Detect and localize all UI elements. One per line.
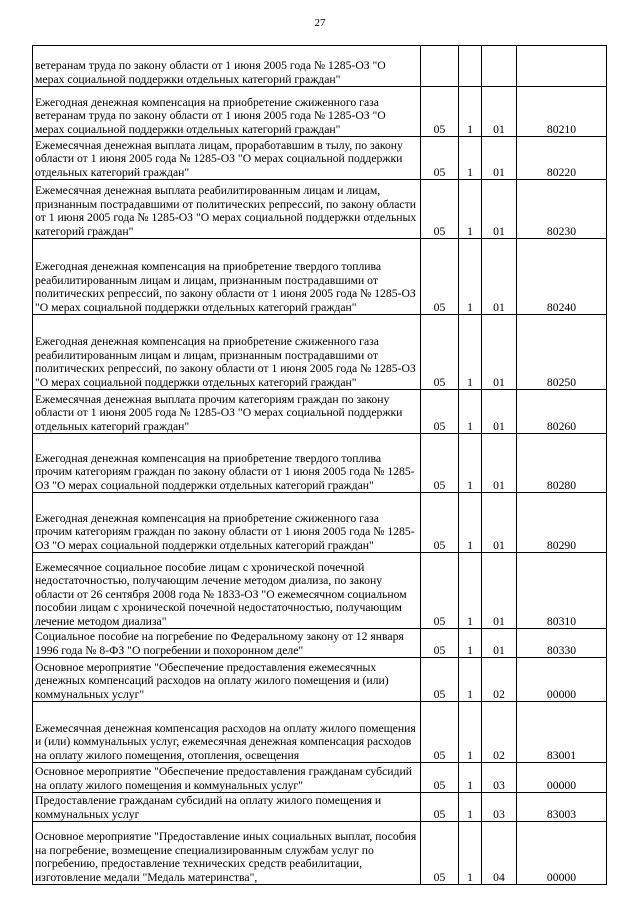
row-description: Ежемесячное социальное пособие лицам с хронической почечной недостаточностью, получающим лечение методом диализа, по закону области от 26 сентября 2008 года № 1833-ОЗ "О ежемесячном социальном пособии лицам с хронической почечной недостаточностью, получающим лечение методом диализа" (33, 553, 421, 629)
activity-code: 03 (482, 763, 517, 793)
subprogram-code: 1 (459, 702, 482, 763)
activity-code: 01 (482, 315, 517, 390)
table-row (33, 180, 607, 239)
direction-code: 80260 (517, 390, 607, 434)
table-row (33, 137, 607, 180)
direction-code: 80330 (517, 629, 607, 658)
row-description: Ежегодная денежная компенсация на приобретение сжиженного газа реабилитированным лицам и лицам, признанным пострадавшими от политических репрессий, по закону области от 1 июня 2005 года № 1285-ОЗ "О мерах социальной поддержки отдельных категорий граждан" (33, 315, 421, 390)
program-code: 05 (421, 315, 459, 390)
program-code: 05 (421, 137, 459, 180)
activity-code (482, 46, 517, 87)
subprogram-code: 1 (459, 493, 482, 553)
activity-code: 01 (482, 493, 517, 553)
direction-code: 80220 (517, 137, 607, 180)
program-code: 05 (421, 87, 459, 137)
activity-code: 03 (482, 793, 517, 822)
direction-code: 00000 (517, 822, 607, 885)
activity-code: 01 (482, 434, 517, 493)
subprogram-code: 1 (459, 793, 482, 822)
program-code: 05 (421, 390, 459, 434)
budget-classification-table (32, 45, 607, 885)
activity-code: 01 (482, 390, 517, 434)
activity-code: 01 (482, 180, 517, 239)
program-code: 05 (421, 553, 459, 629)
row-description: Ежемесячная денежная выплата лицам, проработавшим в тылу, по закону области от 1 июня 2005 года № 1285-ОЗ "О мерах социальной поддержки отдельных категорий граждан" (33, 137, 421, 180)
row-description: Ежемесячная денежная выплата реабилитированным лицам и лицам, признанным пострадавшими от политических репрессий, по закону области от 1 июня 2005 года № 1285-ОЗ "О мерах социальной поддержки отдельных категорий граждан" (33, 180, 421, 239)
subprogram-code: 1 (459, 434, 482, 493)
subprogram-code: 1 (459, 239, 482, 315)
table-row (33, 822, 607, 885)
subprogram-code: 1 (459, 390, 482, 434)
row-description: Ежегодная денежная компенсация на приобретение твердого топлива прочим категориям граждан по закону области от 1 июня 2005 года № 1285-ОЗ "О мерах социальной поддержки отдельных категорий граждан" (33, 434, 421, 493)
row-description: Социальное пособие на погребение по Федеральному закону от 12 января 1996 года № 8-ФЗ "О погребении и похоронном деле" (33, 629, 421, 658)
direction-code: 80240 (517, 239, 607, 315)
row-description: Основное мероприятие "Предоставление иных социальных выплат, пособия на погребение, возмещение специализированным службам услуг по погребению, предоставление технических средств реабилитации, изготовление медали "Медаль материнства", (33, 822, 421, 885)
row-description: Ежегодная денежная компенсация на приобретение сжиженного газа прочим категориям граждан по закону области от 1 июня 2005 года № 1285-ОЗ "О мерах социальной поддержки отдельных категорий граждан" (33, 493, 421, 553)
activity-code: 01 (482, 553, 517, 629)
program-code: 05 (421, 493, 459, 553)
table-row (33, 763, 607, 793)
subprogram-code: 1 (459, 822, 482, 885)
direction-code (517, 46, 607, 87)
row-description: Предоставление гражданам субсидий на оплату жилого помещения и коммунальных услуг (33, 793, 421, 822)
direction-code: 83003 (517, 793, 607, 822)
subprogram-code: 1 (459, 137, 482, 180)
table-row (33, 434, 607, 493)
activity-code: 02 (482, 702, 517, 763)
program-code: 05 (421, 793, 459, 822)
table-row (33, 239, 607, 315)
row-description: Ежегодная денежная компенсация на приобретение твердого топлива реабилитированным лицам и лицам, признанным пострадавшими от политических репрессий, по закону области от 1 июня 2005 года № 1285-ОЗ "О мерах социальной поддержки отдельных категорий граждан" (33, 239, 421, 315)
subprogram-code: 1 (459, 629, 482, 658)
subprogram-code: 1 (459, 763, 482, 793)
subprogram-code: 1 (459, 658, 482, 702)
direction-code: 00000 (517, 658, 607, 702)
subprogram-code (459, 46, 482, 87)
program-code (421, 46, 459, 87)
table-row (33, 493, 607, 553)
subprogram-code: 1 (459, 180, 482, 239)
program-code: 05 (421, 658, 459, 702)
table-row (33, 87, 607, 137)
table-row (33, 315, 607, 390)
direction-code: 80230 (517, 180, 607, 239)
program-code: 05 (421, 763, 459, 793)
direction-code: 80310 (517, 553, 607, 629)
row-description: Ежемесячная денежная выплата прочим категориям граждан по закону области от 1 июня 2005 года № 1285-ОЗ "О мерах социальной поддержки отдельных категорий граждан" (33, 390, 421, 434)
table-row (33, 658, 607, 702)
page-number: 27 (314, 17, 326, 29)
direction-code: 00000 (517, 763, 607, 793)
direction-code: 80210 (517, 87, 607, 137)
subprogram-code: 1 (459, 315, 482, 390)
activity-code: 02 (482, 658, 517, 702)
row-description: Ежегодная денежная компенсация на приобретение сжиженного газа ветеранам труда по закону области от 1 июня 2005 года № 1285-ОЗ "О мерах социальной поддержки отдельных категорий граждан" (33, 87, 421, 137)
direction-code: 80290 (517, 493, 607, 553)
program-code: 05 (421, 702, 459, 763)
table-row (33, 46, 607, 87)
subprogram-code: 1 (459, 553, 482, 629)
program-code: 05 (421, 180, 459, 239)
program-code: 05 (421, 629, 459, 658)
activity-code: 01 (482, 629, 517, 658)
activity-code: 01 (482, 239, 517, 315)
program-code: 05 (421, 822, 459, 885)
direction-code: 80250 (517, 315, 607, 390)
subprogram-code: 1 (459, 87, 482, 137)
table-row (33, 702, 607, 763)
row-description: Ежемесячная денежная компенсация расходов на оплату жилого помещения и (или) коммунальных услуг, ежемесячная денежная компенсация расходов на оплату жилого помещения, отопления, освещения (33, 702, 421, 763)
activity-code: 01 (482, 87, 517, 137)
activity-code: 01 (482, 137, 517, 180)
activity-code: 04 (482, 822, 517, 885)
program-code: 05 (421, 434, 459, 493)
program-code: 05 (421, 239, 459, 315)
direction-code: 83001 (517, 702, 607, 763)
table-row (33, 390, 607, 434)
row-description: Основное мероприятие "Обеспечение предоставления ежемесячных денежных компенсаций расходов на оплату жилого помещения и (или) коммунальных услуг" (33, 658, 421, 702)
table-row (33, 553, 607, 629)
direction-code: 80280 (517, 434, 607, 493)
row-description: ветеранам труда по закону области от 1 июня 2005 года № 1285-ОЗ "О мерах социальной поддержки отдельных категорий граждан" (33, 46, 421, 87)
table-row (33, 629, 607, 658)
table-row (33, 793, 607, 822)
row-description: Основное мероприятие "Обеспечение предоставления гражданам субсидий на оплату жилого помещения и коммунальных услуг" (33, 763, 421, 793)
